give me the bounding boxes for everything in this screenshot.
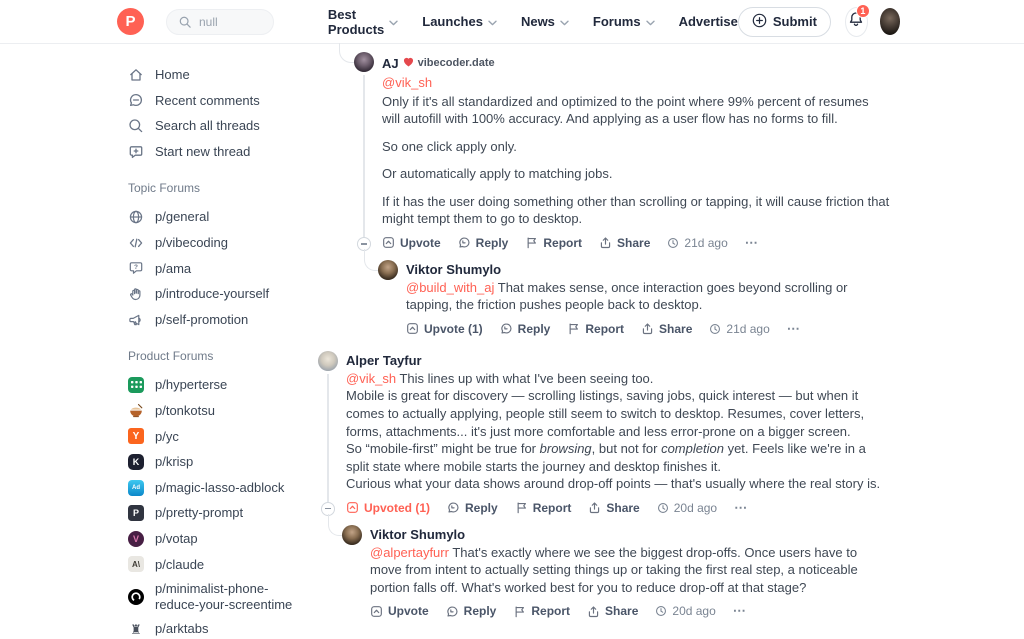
comment-aj bbox=[354, 52, 890, 253]
comment-line bbox=[346, 370, 890, 388]
icon-letter: ♜ bbox=[130, 621, 142, 637]
comment-author[interactable]: Viktor Shumylo bbox=[406, 261, 502, 277]
nav-advertise[interactable] bbox=[679, 14, 738, 29]
minimalist-phone-icon bbox=[128, 589, 144, 605]
report-label: Report bbox=[543, 235, 583, 250]
icon-letter: A\ bbox=[132, 559, 140, 569]
sidebar-label: p/vibecoding bbox=[155, 234, 228, 250]
nav-label: Best Products bbox=[327, 6, 385, 37]
icon-letter: Y bbox=[132, 430, 140, 442]
krisp-icon bbox=[128, 454, 144, 470]
comment-thread-panel bbox=[310, 44, 890, 639]
sidebar-label: Recent comments bbox=[155, 92, 260, 108]
timestamp bbox=[655, 604, 715, 618]
comment-text: So “mobile-first” might be true for bbox=[346, 441, 537, 457]
hyperterse-icon bbox=[128, 377, 144, 393]
icon-letter: Ad bbox=[132, 484, 140, 491]
comment-paragraph bbox=[370, 544, 890, 597]
sidebar-label: p/arktabs bbox=[155, 621, 209, 637]
new-thread-icon bbox=[128, 144, 144, 160]
sidebar-item-search-all-threads[interactable] bbox=[120, 113, 310, 139]
timestamp bbox=[709, 322, 769, 336]
heart-icon bbox=[403, 54, 414, 72]
comment-text: That's exactly where we see the biggest drop-offs. Once users have to move from intent to actually setting things up or taking the first real step, a noticeable portion falls off. What's worked best for you to reduce drop-off at that stage? bbox=[370, 544, 858, 595]
sidebar-label: p/general bbox=[155, 209, 210, 225]
report-button[interactable] bbox=[513, 604, 570, 618]
comment-author[interactable]: AJ bbox=[382, 55, 399, 71]
sidebar-label: p/tonkotsu bbox=[155, 402, 215, 418]
report-button[interactable] bbox=[525, 236, 582, 250]
nav-label: News bbox=[520, 14, 555, 29]
comment-viktor-2 bbox=[342, 525, 890, 622]
timestamp bbox=[657, 501, 717, 515]
submit-button[interactable] bbox=[738, 7, 831, 37]
globe-icon bbox=[128, 209, 144, 225]
comment-actions bbox=[370, 601, 890, 621]
upvote-button[interactable] bbox=[382, 236, 441, 250]
more-options-button[interactable]: ⋯ bbox=[734, 499, 749, 515]
comment-paragraph: If it has the user doing something other than scrolling or tapping, it will cause friction that might tempt them to go to desktop. bbox=[382, 193, 890, 227]
sidebar-item-p-general[interactable] bbox=[120, 204, 310, 230]
author-flair: vibecoder.date bbox=[417, 57, 495, 69]
search-icon bbox=[177, 14, 193, 30]
comment-author[interactable]: Viktor Shumylo bbox=[370, 526, 466, 542]
nav-news[interactable] bbox=[521, 14, 569, 29]
sidebar-label: p/minimalist-phone-reduce-your-screentime bbox=[155, 581, 293, 612]
report-button[interactable] bbox=[567, 322, 624, 336]
megaphone-icon bbox=[128, 312, 144, 328]
comment-paragraph bbox=[406, 279, 890, 314]
reply-thread bbox=[378, 260, 890, 339]
sidebar-label: Start new thread bbox=[155, 143, 251, 159]
sidebar-label: p/magic-lasso-adblock bbox=[155, 479, 285, 495]
comment-bubble-icon bbox=[128, 92, 144, 108]
comment-line: Curious what your data shows around drop-off points — that's usually where the real story is. bbox=[346, 476, 881, 492]
user-avatar[interactable] bbox=[880, 8, 900, 35]
comment-paragraph: Only if it's all standardized and optimized to the point where 99% percent of resumes will autofill with 100% accuracy. And applying as a user flow has no forms to fill. bbox=[382, 93, 869, 127]
sidebar-label: p/krisp bbox=[155, 454, 194, 470]
comment-thread-group bbox=[354, 52, 890, 339]
search-icon bbox=[128, 118, 144, 134]
top-nav-bar bbox=[0, 0, 1024, 44]
topic-forums-heading: Topic Forums bbox=[128, 181, 201, 196]
upvote-button[interactable] bbox=[346, 501, 430, 515]
sidebar-item-recent-comments[interactable] bbox=[120, 88, 310, 114]
product-forums-heading: Product Forums bbox=[128, 349, 214, 364]
sidebar-label: p/claude bbox=[155, 556, 205, 572]
yc-icon bbox=[128, 428, 144, 444]
thread-rail bbox=[378, 260, 398, 339]
main-nav bbox=[328, 7, 738, 37]
thread-line bbox=[327, 374, 329, 502]
upvote-label: Upvote bbox=[388, 604, 429, 619]
minus-icon bbox=[361, 243, 367, 244]
reply-thread bbox=[342, 525, 890, 622]
share-label: Share bbox=[605, 604, 639, 619]
question-bubble-icon bbox=[128, 260, 144, 276]
avatar-viktor[interactable] bbox=[342, 525, 362, 545]
sidebar-label: p/introduce-yourself bbox=[155, 286, 270, 302]
sidebar-label: p/ama bbox=[155, 260, 192, 276]
comment-paragraph: Or automatically apply to matching jobs. bbox=[382, 166, 613, 182]
thread-line bbox=[363, 75, 365, 237]
thread-rail bbox=[354, 52, 374, 253]
ramen-bowl-icon bbox=[128, 403, 144, 419]
sidebar-label: p/votap bbox=[155, 530, 198, 546]
nav-label: Forums bbox=[592, 14, 641, 29]
sidebar-item-p-self-promotion[interactable] bbox=[120, 307, 310, 333]
mention-link[interactable]: @build_with_aj bbox=[406, 279, 495, 295]
pretty-prompt-icon bbox=[128, 505, 144, 521]
sidebar-item-home[interactable] bbox=[120, 62, 310, 88]
sidebar-label: p/yc bbox=[155, 428, 179, 444]
comment-text: yet. Feels like we're in a split state where mobile starts the journey and desktop finishes it. bbox=[346, 441, 866, 474]
reply-label: Reply bbox=[465, 500, 498, 515]
adblock-icon bbox=[128, 480, 144, 496]
share-button[interactable] bbox=[641, 322, 692, 336]
mention-link[interactable]: @vik_sh bbox=[346, 370, 397, 386]
share-label: Share bbox=[606, 500, 640, 515]
comment-line: Mobile is great for discovery — scrolling listings, saving jobs, quick interest — but when it comes to actually applying, people still seem to switch to desktop. Resumes, cover letters, forms, attachments... it's just more comfortable and less error-prone on a bigger screen. bbox=[346, 388, 865, 439]
chevron-down-icon bbox=[560, 14, 569, 29]
icon-letter: K bbox=[132, 456, 140, 467]
icon-letter: V bbox=[132, 533, 139, 544]
reply-label: Reply bbox=[475, 235, 509, 250]
reply-button[interactable] bbox=[500, 322, 551, 336]
sidebar-item-p-krisp[interactable] bbox=[120, 449, 310, 475]
comment-actions bbox=[382, 233, 890, 253]
reply-button[interactable] bbox=[447, 501, 498, 515]
plus-circle-icon bbox=[752, 13, 767, 31]
comment-text: , but not for bbox=[591, 441, 658, 457]
icon-letter: P bbox=[132, 508, 139, 519]
sidebar-label: p/self-promotion bbox=[155, 311, 249, 327]
chevron-down-icon bbox=[389, 14, 398, 29]
more-options-button[interactable]: ⋯ bbox=[786, 320, 801, 336]
chevron-down-icon bbox=[646, 14, 655, 29]
timestamp-label: 21d ago bbox=[684, 235, 728, 250]
nav-forums[interactable] bbox=[593, 14, 655, 29]
nav-label: Advertise bbox=[678, 14, 738, 29]
thread-rail bbox=[342, 525, 362, 622]
comment-paragraph: So one click apply only. bbox=[382, 138, 517, 154]
sidebar-item-p-claude[interactable] bbox=[120, 552, 310, 578]
mention-link[interactable]: @vik_sh bbox=[382, 75, 433, 90]
sidebar-item-p-yc[interactable] bbox=[120, 424, 310, 450]
avatar-alper[interactable] bbox=[318, 351, 338, 371]
minus-icon bbox=[325, 508, 331, 509]
sidebar-item-p-ama[interactable] bbox=[120, 256, 310, 282]
claude-icon bbox=[128, 556, 144, 572]
report-label: Report bbox=[585, 321, 625, 336]
timestamp-label: 20d ago bbox=[673, 500, 718, 515]
votap-icon bbox=[128, 531, 144, 547]
svg-text:?: ? bbox=[134, 264, 138, 272]
sidebar-label: Home bbox=[155, 67, 190, 82]
sidebar-item-p-minimalist-phone[interactable] bbox=[120, 577, 310, 616]
comment-text: That makes sense, once interaction goes beyond scrolling or tapping, the friction pushes people back to desktop. bbox=[406, 279, 848, 313]
sidebar-item-start-new-thread[interactable] bbox=[120, 139, 310, 165]
hand-wave-icon bbox=[128, 286, 144, 302]
reply-button[interactable] bbox=[458, 236, 509, 250]
comment-text-italic: completion bbox=[661, 441, 724, 457]
sidebar-item-p-tonkotsu[interactable] bbox=[120, 398, 310, 424]
report-label: Report bbox=[532, 500, 572, 515]
comment-actions bbox=[406, 319, 890, 339]
share-button[interactable] bbox=[599, 236, 650, 250]
sidebar bbox=[120, 44, 310, 639]
nav-best-products[interactable] bbox=[328, 7, 398, 37]
rook-icon bbox=[128, 621, 144, 637]
nav-launches[interactable] bbox=[422, 14, 497, 29]
sidebar-label: p/hyperterse bbox=[155, 377, 228, 393]
thread-rail bbox=[318, 351, 338, 518]
comment-actions bbox=[346, 498, 890, 518]
sidebar-label: Search all threads bbox=[155, 118, 260, 134]
comment-thread-group bbox=[318, 351, 890, 621]
notifications-bell[interactable] bbox=[845, 7, 868, 37]
mention-link[interactable]: @alpertayfurr bbox=[370, 544, 449, 560]
reply-label: Reply bbox=[463, 604, 497, 619]
upvote-label: Upvoted (1) bbox=[364, 500, 430, 515]
sidebar-item-p-vibecoding[interactable] bbox=[120, 230, 310, 256]
sidebar-label: p/pretty-prompt bbox=[155, 505, 244, 521]
share-label: Share bbox=[617, 235, 651, 250]
more-options-button[interactable]: ⋯ bbox=[744, 234, 759, 250]
submit-label: Submit bbox=[772, 14, 817, 29]
notification-badge: 1 bbox=[856, 4, 870, 18]
avatar-aj[interactable] bbox=[354, 52, 374, 72]
timestamp bbox=[667, 236, 727, 250]
share-label: Share bbox=[659, 321, 693, 336]
more-options-button[interactable]: ⋯ bbox=[732, 603, 747, 619]
search-bar[interactable] bbox=[166, 9, 274, 35]
chevron-down-icon bbox=[488, 14, 497, 29]
upvote-label: Upvote (1) bbox=[424, 321, 483, 336]
code-icon bbox=[128, 235, 144, 251]
sidebar-item-p-introduce-yourself[interactable] bbox=[120, 281, 310, 307]
reply-label: Reply bbox=[517, 321, 551, 336]
comment-line bbox=[346, 440, 890, 475]
upvote-button[interactable] bbox=[406, 322, 483, 336]
comment-text-italic: browsing bbox=[539, 441, 592, 457]
timestamp-label: 21d ago bbox=[726, 321, 770, 336]
comment-alper bbox=[318, 351, 890, 518]
sidebar-item-p-arktabs[interactable] bbox=[120, 616, 310, 639]
sidebar-item-p-magic-lasso-adblock[interactable] bbox=[120, 475, 310, 501]
nav-label: Launches bbox=[422, 14, 483, 29]
upvote-label: Upvote bbox=[400, 235, 441, 250]
report-label: Report bbox=[531, 604, 571, 619]
comment-author[interactable]: Alper Tayfur bbox=[346, 352, 422, 368]
upvote-button[interactable] bbox=[370, 604, 429, 618]
comment-text: This lines up with what I've been seeing too. bbox=[399, 370, 654, 386]
sidebar-item-p-hyperterse[interactable] bbox=[120, 372, 310, 398]
product-hunt-logo[interactable] bbox=[117, 8, 144, 35]
search-input[interactable] bbox=[199, 15, 263, 29]
share-button[interactable] bbox=[588, 501, 639, 515]
report-button[interactable] bbox=[515, 501, 572, 515]
comment-viktor-1 bbox=[378, 260, 890, 339]
reply-button[interactable] bbox=[446, 604, 497, 618]
share-button[interactable] bbox=[587, 604, 638, 618]
avatar-viktor[interactable] bbox=[378, 260, 398, 280]
logo-letter: P bbox=[125, 13, 136, 30]
sidebar-item-p-votap[interactable] bbox=[120, 526, 310, 552]
home-icon bbox=[128, 67, 144, 83]
timestamp-label: 20d ago bbox=[672, 604, 716, 619]
sidebar-item-p-pretty-prompt[interactable] bbox=[120, 500, 310, 526]
